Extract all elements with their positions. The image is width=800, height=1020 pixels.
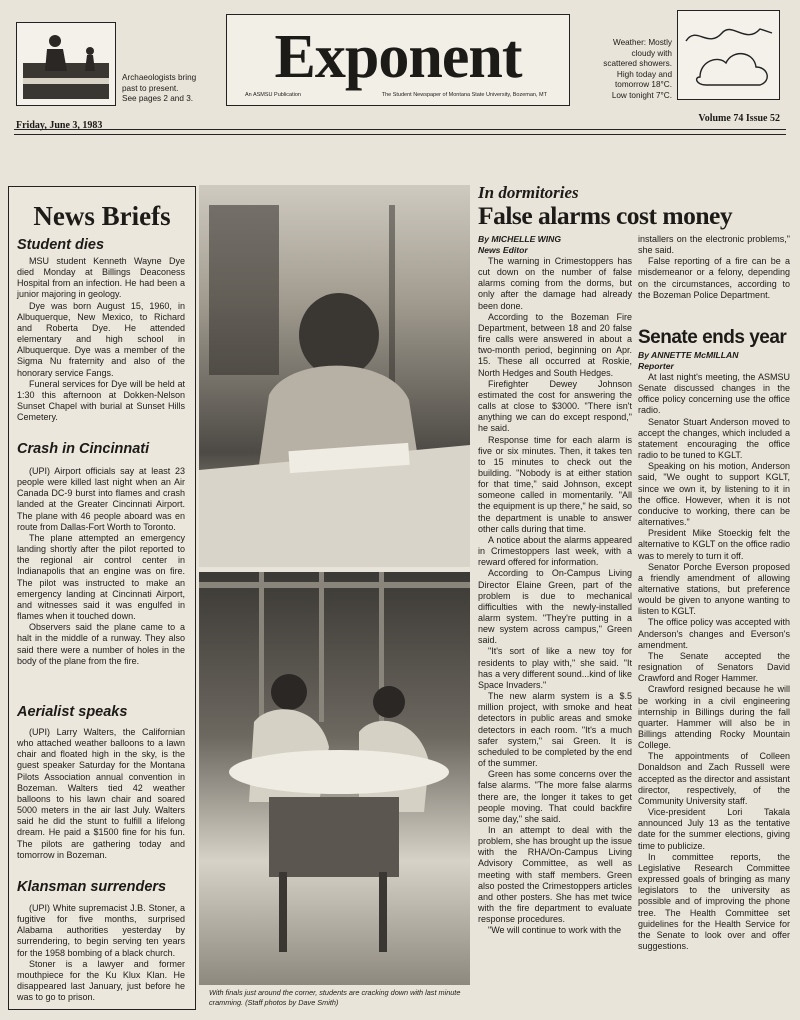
paragraph: A notice about the alarms appeared in Crimestoppers last week, with a reward offered for information.: [478, 534, 632, 568]
article-headline: False alarms cost money: [478, 201, 733, 230]
masthead: [226, 14, 570, 106]
paragraph: "It's sort of like a new toy for residents to play with," she said. "It has a very different sound...kind of like Space Invaders.": [478, 646, 632, 690]
weather-line: tomorrow 18°C.: [615, 80, 672, 89]
weather-report: [598, 38, 672, 101]
brief-headline: Aerialist speaks: [17, 704, 128, 720]
weather-line: Low tonight 7°C.: [611, 90, 672, 100]
paragraph: President Mike Stoeckig felt the alternative to KGLT on the office radio was to merely to turn it off.: [638, 528, 790, 561]
senate-role: Reporter: [638, 361, 674, 371]
paragraph: At last night's meeting, the ASMSU Senate discussed changes in the office policy concerning use the office radio.: [638, 372, 790, 416]
photo-caption: With finals just around the corner, students are cracking down with last minute cramming. (Staff photos by Dave Smith): [209, 988, 461, 1007]
brief-headline: Klansman surrenders: [17, 879, 167, 895]
paragraph: According to the Bozeman Fire Department, between 18 and 20 false fire calls were answered in about a two-month period, beginning on Apr. 15. These all occurred at Roskie, North Hedges and South Hedges.: [478, 311, 632, 378]
senate-headline: Senate ends year: [638, 327, 787, 348]
paragraph: Senator Stuart Anderson moved to accept the changes, which included a statement encouraging the office radio to be tuned to KGLT.: [638, 416, 790, 461]
paragraph: Vice-president Lori Takala announced July 13 as the tentative date for the summer elections, giving time to publicize.: [638, 807, 790, 851]
paragraph: Funeral services for Dye will be held at 1:30 this afternoon at Dokken-Nelson Sunset Chapel with burial at Sunset Hills Cemetery.: [17, 378, 185, 423]
issue-volume: Volume 74 Issue 52: [698, 113, 780, 124]
paragraph: (UPI) Larry Walters, the Californian who attached weather balloons to a lawn chair and floated high in the sky, is the guest speaker Saturday for the Montana Pilots Association annual convention in Bozeman. Walters tied 42 weather balloons to his lawn chair and soared 5000 meters in the air last July. Walters said he did the stunt to fulfill a lifelong dream. He paid a $1500 fine for his fun. The pilots are gathering today and tomorrow in Bozeman.: [17, 727, 185, 860]
article-byline: By MICHELLE WING: [478, 234, 562, 244]
paragraph: Green has some concerns over the false alarms. "The more false alarms there are, the longer it takes to get people moving. That could backfire some day," she said.: [478, 769, 632, 824]
brief-body: [17, 466, 185, 667]
paragraph: Response time for each alarm is five or six minutes. Then, it takes ten to 15 minutes to check out the building. "Nobody is at either station for that time," said Johnson, except someone called in momentarily. "All the equipment is up there," he said, so the department is unable to answer other calls during that time.: [478, 434, 632, 534]
paragraph: The office policy was accepted with Anderson's changes and Everson's amendment.: [638, 617, 790, 650]
issue-date: Friday, June 3, 1983: [16, 120, 103, 131]
paragraph: Stoner is a lawyer and former mouthpiece for the Ku Klux Klan. He disappeared last January, just before he was to go to prison.: [17, 958, 185, 1003]
brief-headline: Student dies: [17, 237, 105, 253]
photo-students-cramming: [199, 572, 470, 985]
weather-cloud-icon: [677, 10, 780, 100]
paragraph: Speaking on his motion, Anderson said, "We ought to support KGLT, since we own it, by listening to it in the office. However, when it is not conducive to working, there can be alternatives.": [638, 461, 790, 528]
paragraph: In committee reports, the Legislative Research Committee expressed goals of bringing as many legislators to the university as possible and of improving the phone tree. The Health Committee set guidelines for the Health Service for the Senate to look over and offer suggestions.: [638, 851, 790, 951]
archaeology-illustration: [16, 22, 116, 106]
senate-byline: By ANNETTE McMILLAN: [638, 350, 739, 360]
brief-body: [17, 727, 185, 861]
paragraph: False reporting of a fire can be a misdemeanor or a felony, depending on the circumstances, according to the Bozeman Police Department.: [638, 256, 790, 300]
article-column-1: [478, 234, 632, 937]
article-column-2: [638, 234, 790, 301]
paragraph: (UPI) White supremacist J.B. Stoner, a fugitive for five months, surprised Alabama authorities yesterday by surrendering, to begin serving ten years for the 1958 bombing of a black church.: [17, 903, 185, 958]
paragraph: The Senate accepted the resignation of Senators David Crawford and Roger Hammer.: [638, 650, 790, 684]
teaser: [122, 73, 232, 105]
paragraph: Crawford resigned because he will be working in a civil engineering internship in Billings during the fall quarter. Hammer will also be in Billings attending Rocky Mountain College.: [638, 684, 790, 751]
article-role: News Editor: [478, 245, 528, 255]
paragraph: Observers said the plane came to a halt in the middle of a runway. They also said there were a number of holes in the body of the plane from the fire.: [17, 622, 185, 666]
paragraph: The new alarm system is a $.5 million project, with smoke and heat detectors in public areas and smoke detectors in each room. "It's a much safer system," sai Green. It is scheduled to be completed by the end of the summer.: [478, 691, 632, 769]
brief-body: [17, 256, 185, 423]
paragraph: In an attempt to deal with the problem, she has brought up the issue with the RHA/On-Campus Living Advisory Committee, as well as meeting with staff members. Green also posted the Crimestoppers articles and other posters. She has met twice with the fire department to evaluate response procedures.: [478, 824, 632, 925]
paragraph: Firefighter Dewey Johnson estimated the cost for answering the calls at close to $3000. "There isn't anything we can do except respond," he said.: [478, 378, 632, 434]
paragraph: "We will continue to work with the: [488, 925, 622, 936]
teaser-line: See pages 2 and 3.: [122, 94, 194, 103]
weather-line: Weather: Mostly: [613, 38, 672, 47]
publisher-line: An ASMSU Publication: [245, 92, 301, 98]
teaser-line: past to present.: [122, 83, 179, 93]
photo-student-studying: [199, 185, 470, 567]
weather-line: cloudy with: [631, 48, 672, 58]
paragraph: The appointments of Colleen Donaldson and Zach Russell were accepted as the director and assistant director, respectively, of the Community University staff.: [638, 751, 790, 806]
paragraph: (UPI) Airport officials say at least 23 people were killed last night when an Air Canada DC-9 burst into flames and crash landed at the Greater Cincinnati Airport. The plane with 46 people aboard was en route from Dallas-Fort Worth to Toronto.: [17, 466, 185, 532]
tagline: The Student Newspaper of Montana State University, Bozeman, MT: [381, 92, 547, 98]
paragraph: installers on the electronic problems," she said.: [638, 234, 790, 256]
masthead-title: Exponent: [274, 23, 522, 91]
senate-body: [638, 350, 790, 952]
paragraph: The plane attempted an emergency landing shortly after the pilot reported to the regional air control center in Indianapolis that an engine was on fire. The pilot was instructed to make an emergency landing at Cincinnati Airport, and witnesses said it was engulfed in flames when it touched down.: [17, 532, 185, 622]
header-rule: [14, 129, 786, 130]
teaser-line: Archaeologists bring: [122, 73, 197, 82]
briefs-title: News Briefs: [33, 201, 171, 231]
paragraph: Dye was born August 15, 1960, in Albuquerque, New Mexico, to Richard and Roberta Dye. He attended elementary and high school in Albuquerque. Dye was a member of the Sigma Nu fraternity and also of the honorary service Fangs.: [17, 300, 185, 378]
news-briefs-box: [8, 186, 196, 1010]
weather-line: High today and: [616, 69, 672, 79]
paragraph: Senator Porche Everson proposed a friendly amendment of allowing alternative stations, but preference would be given to anyone wanting to listen to KGLT.: [638, 561, 790, 617]
header-rule: [14, 134, 786, 135]
brief-body: [17, 903, 185, 1003]
paragraph: According to On-Campus Living Director Elaine Green, part of the problem is due to mechanical difficulties with the newly-installed alarm system. "They're putting in a new system across campus," Green said.: [478, 568, 632, 646]
brief-headline: Crash in Cincinnati: [17, 441, 150, 457]
weather-line: scattered showers.: [603, 59, 672, 68]
article-kicker: In dormitories: [478, 183, 579, 202]
paragraph: MSU student Kenneth Wayne Dye died Monday at Billings Deaconess Hospital from an infection. He had been a junior majoring in geology.: [17, 256, 185, 300]
paragraph: The warning in Crimestoppers has cut down on the number of false alarms coming from the dorms, but only after the damage had already been done.: [478, 256, 632, 311]
